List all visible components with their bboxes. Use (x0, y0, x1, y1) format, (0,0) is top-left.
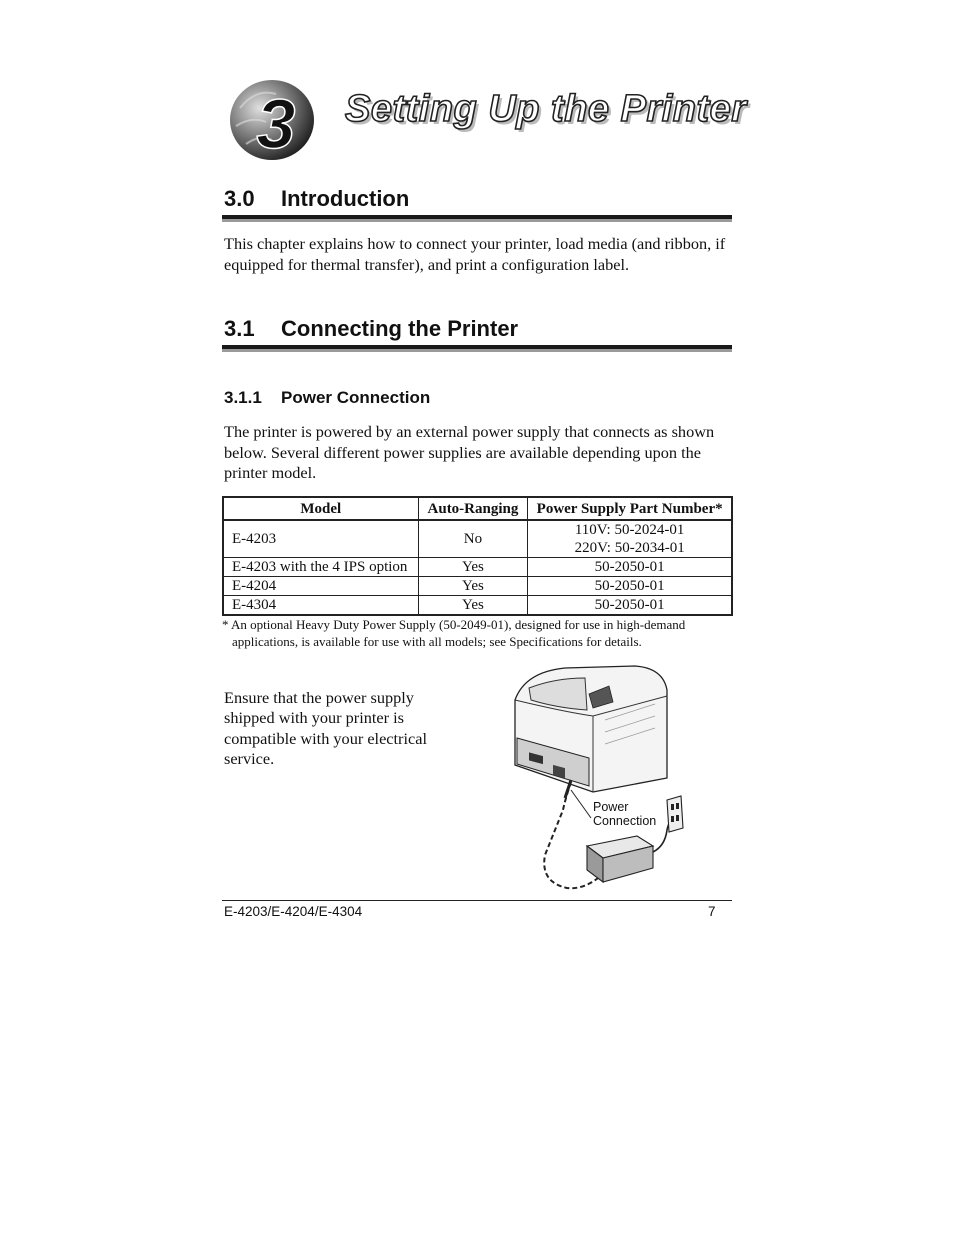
callout-line-2: Connection (593, 814, 657, 828)
table-row (223, 558, 732, 577)
auto-ranging-cell: Yes (418, 596, 528, 616)
footer-model-list: E-4203/E-4204/E-4304 (224, 904, 363, 919)
intro-paragraph: This chapter explains how to connect your printer, load media (and ribbon, if equipped for thermal transfer), and print a configuration label. (224, 234, 726, 274)
auto-ranging-cell: No (418, 520, 528, 558)
chapter-number: 3 (256, 85, 296, 162)
section-heading-introduction (224, 186, 732, 212)
chapter-title: Setting Up the Printer (345, 88, 747, 130)
column-header-model: Model (223, 497, 418, 520)
table-row (223, 577, 732, 596)
part-number-cell: 50-2050-01 (528, 558, 732, 577)
section-number: 3.1 (224, 316, 255, 341)
table-header-row (223, 497, 732, 520)
model-cell: E-4204 (223, 577, 418, 596)
chapter-number-badge (226, 78, 318, 162)
heading-rule-shadow (222, 349, 732, 352)
table-row (223, 520, 732, 558)
power-paragraph: The printer is powered by an external power supply that connects as shown below. Several different power supplies are available depending upon the printer model. (224, 422, 715, 483)
auto-ranging-cell: Yes (418, 577, 528, 596)
part-number-cell (528, 520, 732, 558)
footer-rule (222, 900, 732, 901)
part-number-220v: 220V: 50-2034-01 (574, 540, 685, 556)
section-number: 3.0 (224, 186, 255, 211)
heading-rule-shadow (222, 219, 732, 222)
printer-power-illustration (505, 660, 700, 895)
column-header-part-number: Power Supply Part Number* (528, 497, 732, 520)
section-title: Introduction (281, 186, 410, 211)
subsection-title: Power Connection (281, 388, 431, 407)
footnote-line-2: applications, is available for use with all models; see Specifications for details. (232, 634, 642, 649)
subsection-heading-power (224, 388, 430, 408)
section-title: Connecting the Printer (281, 316, 519, 341)
section-heading-connecting (224, 316, 732, 342)
power-supply-table (222, 496, 733, 616)
part-number-cell: 50-2050-01 (528, 596, 732, 616)
footnote-line-1: * An optional Heavy Duty Power Supply (50-2049-01), designed for use in high-demand (222, 617, 686, 632)
model-cell: E-4304 (223, 596, 418, 616)
subsection-number: 3.1.1 (224, 388, 262, 407)
model-cell: E-4203 (223, 520, 418, 558)
model-cell: E-4203 with the 4 IPS option (223, 558, 418, 577)
part-number-110v: 110V: 50-2024-01 (574, 522, 685, 538)
callout-line-1: Power (593, 800, 629, 814)
wall-outlet-icon (667, 796, 683, 832)
part-number-cell: 50-2050-01 (528, 577, 732, 596)
auto-ranging-cell: Yes (418, 558, 528, 577)
table-footnote (222, 616, 742, 650)
power-connection-callout (593, 800, 656, 828)
column-header-auto-ranging: Auto-Ranging (418, 497, 528, 520)
table-row (223, 596, 732, 616)
power-compatibility-note: Ensure that the power supply shipped with your printer is compatible with your electrical service. (224, 688, 427, 769)
page-number: 7 (708, 904, 716, 919)
